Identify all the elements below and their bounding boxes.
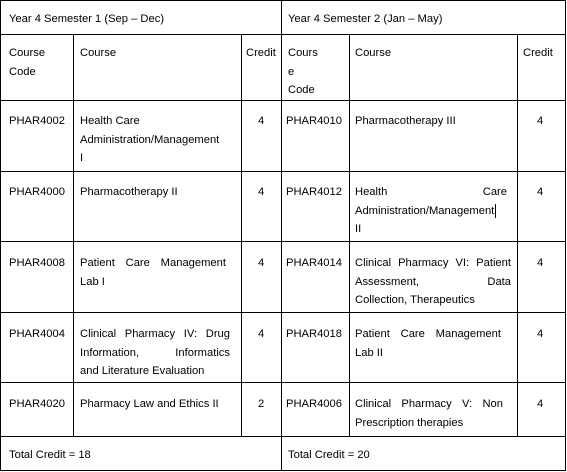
row-divider: [0, 241, 566, 242]
course-code: PHAR4012: [286, 186, 342, 198]
column-divider: [241, 34, 242, 436]
column-header-credit: Credit: [523, 47, 553, 59]
column-divider: [517, 34, 518, 436]
course-name: Pharmacotherapy III: [355, 115, 456, 127]
semester-1-header: Year 4 Semester 1 (Sep – Dec): [9, 13, 165, 25]
course-credit: 4: [537, 115, 544, 127]
column-header-code: Course Code: [9, 47, 46, 78]
course-code: PHAR4014: [286, 257, 342, 269]
table-border: [0, 0, 566, 1]
column-divider: [73, 34, 74, 436]
total-credit-sem1: Total Credit = 18: [9, 449, 91, 461]
course-name: Pharmacotherapy II: [80, 186, 178, 198]
course-name: Health Care Administration/Management II: [355, 186, 507, 235]
course-credit: 4: [258, 328, 265, 340]
semester-2-header: Year 4 Semester 2 (Jan – May): [288, 13, 443, 25]
course-code: PHAR4000: [9, 186, 65, 198]
course-name: Clinical Pharmacy V: Non Prescription therapies: [355, 398, 503, 429]
semester-divider: [281, 0, 282, 471]
course-credit: 4: [537, 398, 544, 410]
course-code: PHAR4008: [9, 257, 65, 269]
total-credit-sem2: Total Credit = 20: [288, 449, 370, 461]
course-code: PHAR4004: [9, 328, 65, 340]
course-name: Patient Care Management Lab II: [355, 328, 501, 359]
row-divider: [0, 34, 566, 35]
course-name: Pharmacy Law and Ethics II: [80, 398, 219, 410]
course-name: Clinical Pharmacy VI: Patient Assessment, Data Collection, Therapeutics: [355, 257, 511, 306]
table-border: [0, 470, 566, 471]
row-divider: [0, 171, 566, 172]
course-code: PHAR4006: [286, 398, 342, 410]
row-divider: [0, 382, 566, 383]
column-header-credit: Credit: [246, 47, 276, 59]
row-divider: [0, 436, 566, 437]
column-divider: [349, 34, 350, 436]
row-divider: [0, 312, 566, 313]
course-credit: 4: [537, 328, 544, 340]
course-name: Clinical Pharmacy IV: Drug Information, Informatics and Literature Evaluation: [80, 328, 230, 377]
text-cursor: [495, 204, 496, 218]
course-code: PHAR4010: [286, 115, 342, 127]
table-border: [565, 0, 566, 471]
course-credit: 4: [258, 115, 265, 127]
course-credit: 4: [537, 257, 544, 269]
course-credit: 4: [537, 186, 544, 198]
column-header-code: Cours e Code: [288, 47, 318, 96]
course-code: PHAR4020: [9, 398, 65, 410]
course-credit: 4: [258, 186, 265, 198]
course-name: Patient Care Management Lab I: [80, 257, 226, 288]
column-header-course: Course: [80, 47, 117, 59]
course-code: PHAR4002: [9, 115, 65, 127]
course-credit: 2: [258, 398, 265, 410]
column-header-course: Course: [355, 47, 392, 59]
row-divider: [0, 100, 566, 101]
course-credit: 4: [258, 257, 265, 269]
course-code: PHAR4018: [286, 328, 342, 340]
table-border: [0, 0, 1, 471]
course-name: Health Care Administration/Management I: [80, 115, 220, 164]
